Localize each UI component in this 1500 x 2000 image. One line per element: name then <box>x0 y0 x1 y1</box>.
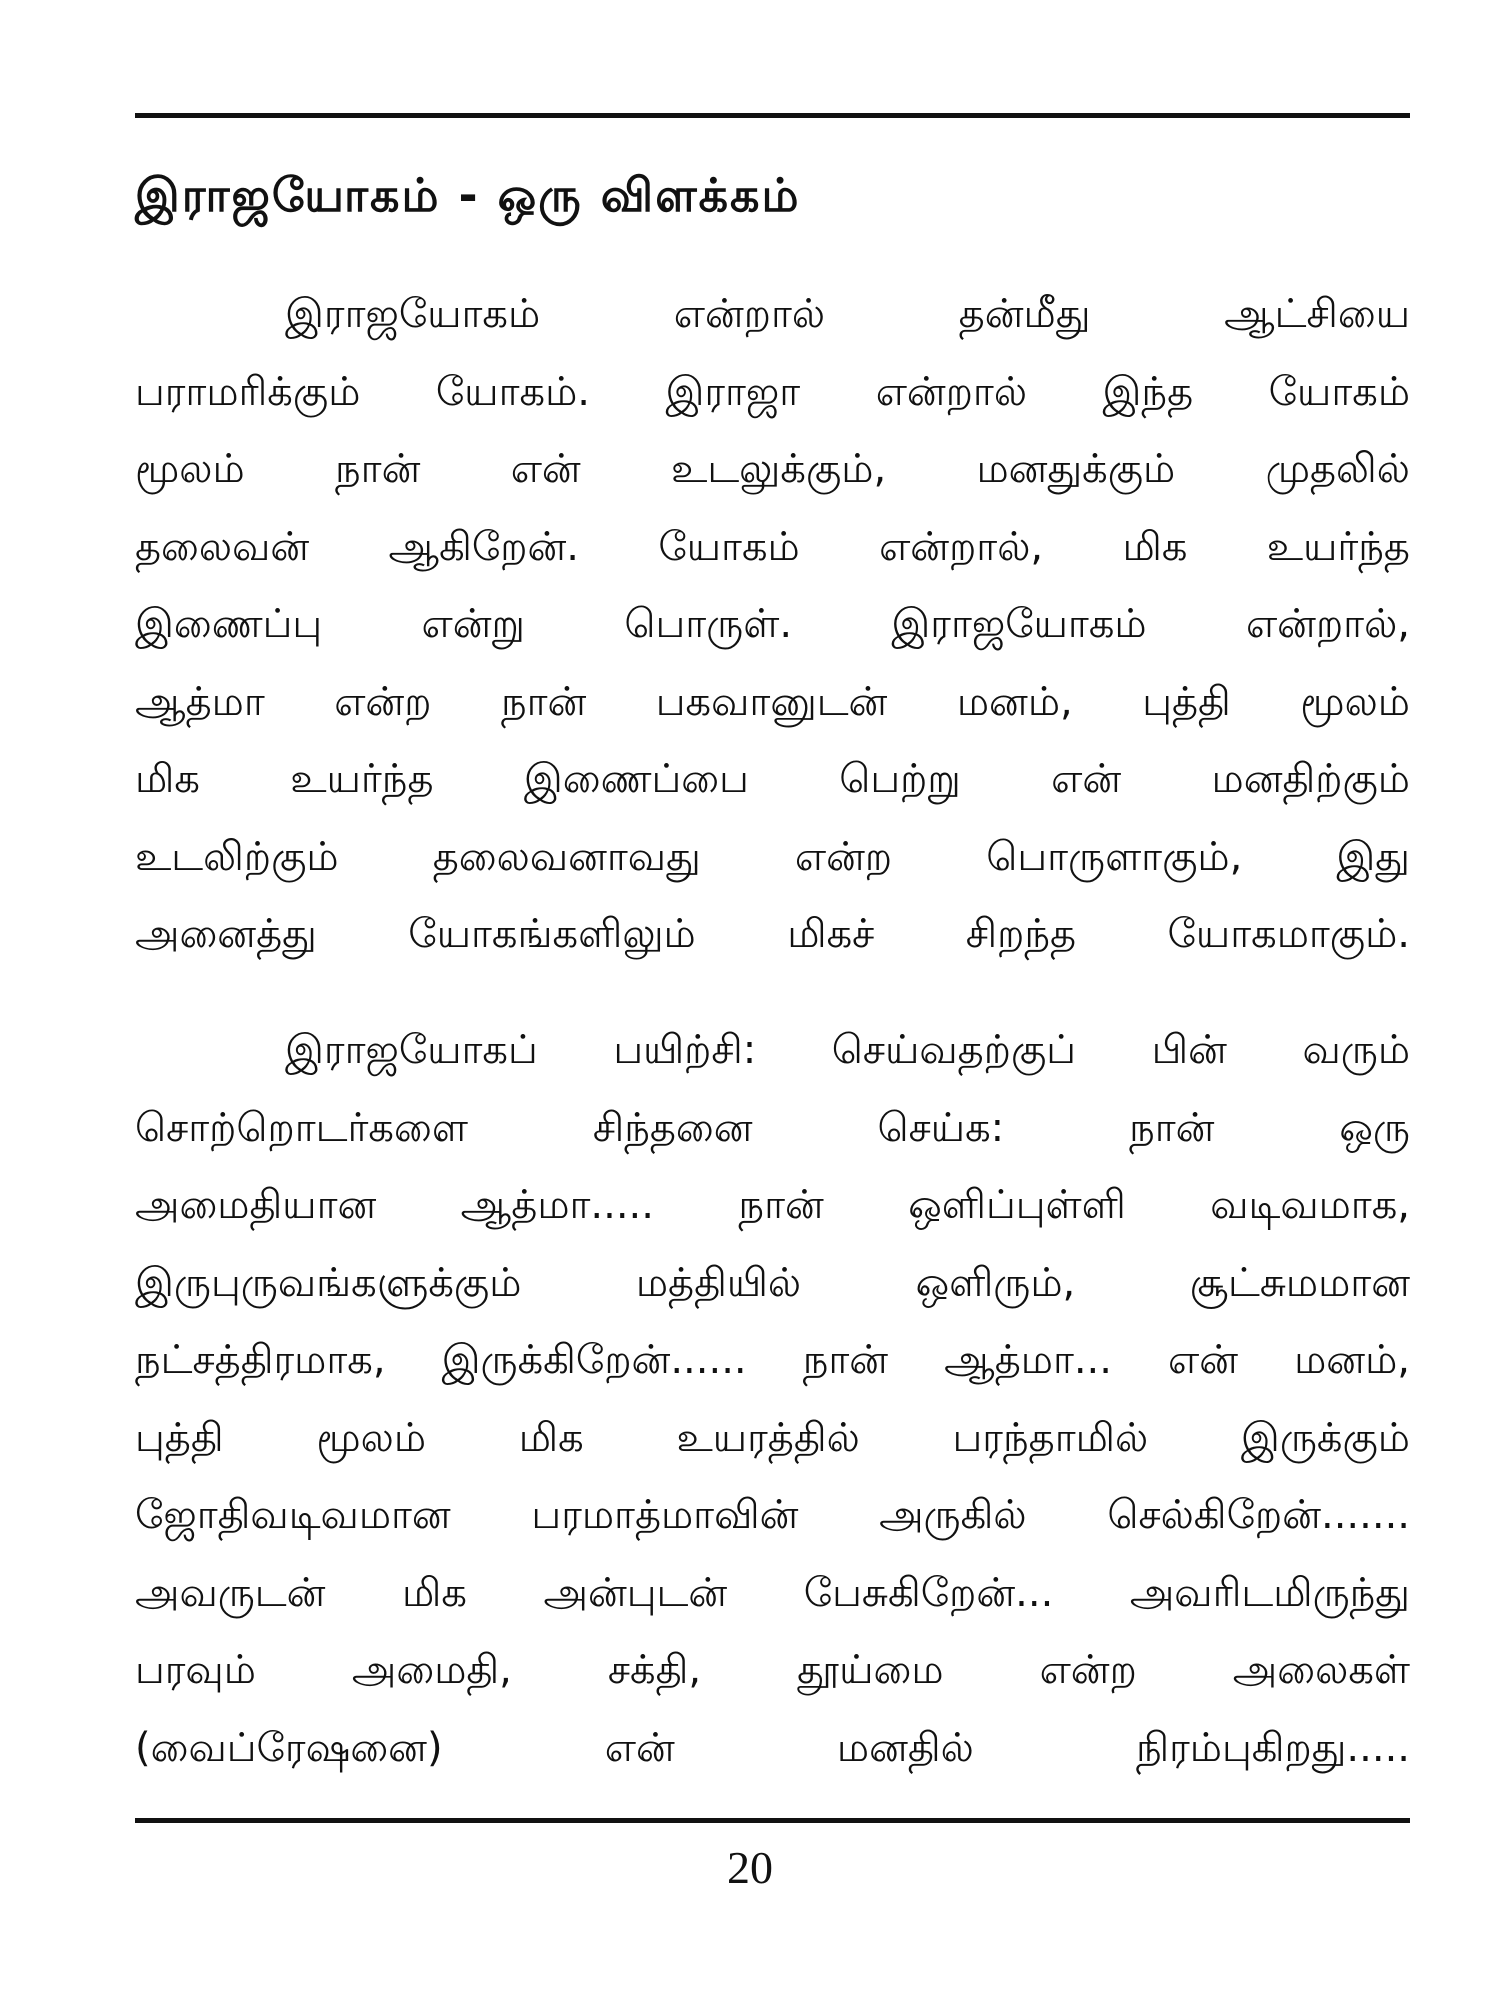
text-line: இணைப்பு என்று பொருள். இராஜயோகம் என்றால், <box>135 601 1410 647</box>
text-line: அனைத்து யோகங்களிலும் மிகச் சிறந்த யோகமாகும். <box>135 911 1410 957</box>
text-line: மிக உயர்ந்த இணைப்பை பெற்று என் மனதிற்கும் <box>135 756 1410 802</box>
text-line: இராஜயோகம் என்றால் தன்மீது ஆட்சியை <box>285 291 1410 337</box>
paragraph-1 <box>135 276 1410 974</box>
text-line: அவருடன் மிக அன்புடன் பேசுகிறேன்... அவரிடமிருந்து <box>135 1569 1410 1616</box>
text-line: அமைதியான ஆத்மா..... நான் ஒளிப்புள்ளி வடிவமாக, <box>135 1182 1410 1228</box>
text-line: ஜோதிவடிவமான பரமாத்மாவின் அருகில் செல்கிறேன்....... <box>135 1492 1410 1538</box>
text-line: நட்சத்திரமாக, இருக்கிறேன்...... நான் ஆத்மா... என் மனம், <box>135 1337 1410 1383</box>
text-line: மூலம் நான் என் உடலுக்கும், மனதுக்கும் முதலில் <box>135 446 1410 492</box>
paragraph-2 <box>135 1012 1410 1787</box>
top-rule <box>135 113 1410 118</box>
text-line: உடலிற்கும் தலைவனாவது என்ற பொருளாகும், இது <box>135 833 1410 880</box>
text-line: இருபுருவங்களுக்கும் மத்தியில் ஒளிரும், சூட்சுமமான <box>135 1259 1410 1306</box>
text-line: பராமரிக்கும் யோகம். இராஜா என்றால் இந்த யோகம் <box>135 368 1410 415</box>
text-line: பரவும் அமைதி, சக்தி, தூய்மை என்ற அலைகள் <box>135 1647 1410 1693</box>
text-line: தலைவன் ஆகிறேன். யோகம் என்றால், மிக உயர்ந்த <box>135 523 1410 570</box>
bottom-rule <box>135 1818 1410 1823</box>
text-line: (வைப்ரேஷனை) என் மனதில் நிரம்புகிறது..... <box>135 1724 1410 1771</box>
text-line: புத்தி மூலம் மிக உயரத்தில் பரந்தாமில் இருக்கும் <box>135 1414 1410 1461</box>
section-heading: இராஜயோகம் - ஒரு விளக்கம் <box>135 168 801 222</box>
page-number: 20 <box>727 1842 773 1893</box>
text-line: இராஜயோகப் பயிற்சி: செய்வதற்குப் பின் வரும் <box>285 1027 1410 1073</box>
text-line: சொற்றொடர்களை சிந்தனை செய்க: நான் ஒரு <box>135 1104 1410 1151</box>
text-line: ஆத்மா என்ற நான் பகவானுடன் மனம், புத்தி மூலம் <box>135 678 1410 725</box>
